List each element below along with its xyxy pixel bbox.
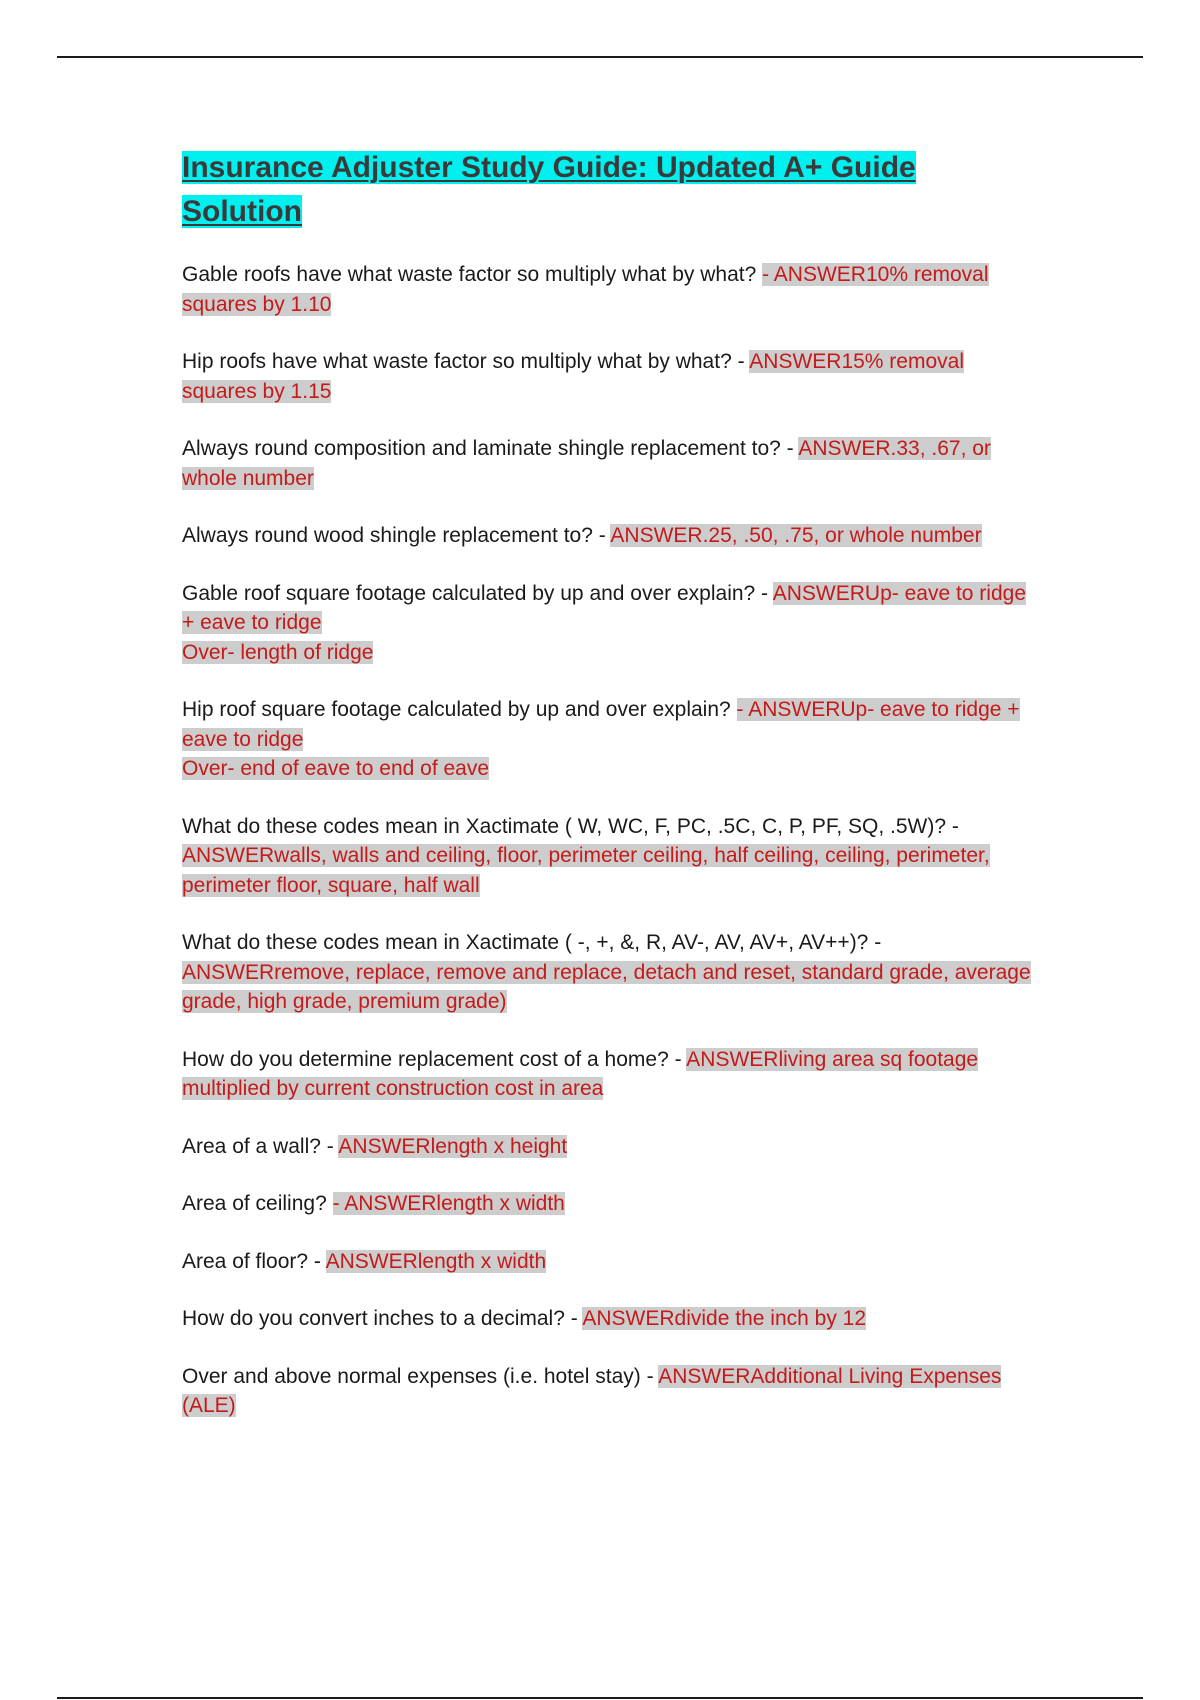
- question: What do these codes mean in Xactimate ( W, WC, F, PC, .5C, C, P, PF, SQ, .5W)? -: [182, 814, 959, 838]
- question: Always round wood shingle replacement to? -: [182, 524, 611, 547]
- qa-item: [182, 928, 1032, 1017]
- question: Area of ceiling?: [182, 1192, 333, 1215]
- question: Hip roofs have what waste factor so multiply what by what? -: [182, 350, 750, 373]
- question: Area of a wall? -: [182, 1134, 339, 1158]
- question: Gable roofs have what waste factor so multiply what by what?: [182, 263, 763, 286]
- answer: - ANSWERlength x width: [332, 1192, 565, 1215]
- answer: ANSWERdivide the inch by 12: [582, 1307, 867, 1330]
- answer: ANSWERwalls, walls and ceiling, floor, perimeter ceiling, half ceiling, ceiling, perimeter, perimeter floor, square, half wall: [182, 844, 990, 897]
- qa-item: [182, 1132, 1032, 1162]
- question: Over and above normal expenses (i.e. hotel stay) -: [182, 1364, 659, 1388]
- answer: ANSWERUp- eave to ridge + eave to ridge Over- length of ridge: [182, 581, 1026, 664]
- answer: ANSWER.25, .50, .75, or whole number: [610, 524, 982, 547]
- qa-item: [182, 260, 1032, 319]
- answer: ANSWERliving area sq footage multiplied by current construction cost in area: [182, 1047, 979, 1100]
- qa-item: [182, 434, 1032, 493]
- answer: - ANSWERUp- eave to ridge + eave to ridge Over- end of eave to end of eave: [182, 698, 1020, 780]
- question: Area of floor? -: [182, 1249, 326, 1273]
- answer: ANSWER.33, .67, or whole number: [182, 437, 991, 490]
- qa-item: [182, 812, 1032, 901]
- qa-item: [182, 521, 1032, 551]
- document-title-text: Insurance Adjuster Study Guide: Updated A+ Guide Solution: [182, 151, 916, 228]
- answer: ANSWERlength x width: [325, 1249, 547, 1273]
- document-body: [182, 146, 1032, 1449]
- qa-item: [182, 1045, 1032, 1104]
- answer: ANSWER15% removal squares by 1.15: [182, 350, 964, 403]
- top-divider: [57, 56, 1143, 58]
- document-title: [182, 146, 1032, 234]
- qa-item: [182, 1189, 1032, 1219]
- qa-item: [182, 1304, 1032, 1334]
- answer: ANSWERremove, replace, remove and replace, detach and reset, standard grade, average grade, high grade, premium grade): [182, 960, 1031, 1013]
- qa-item: [182, 1247, 1032, 1277]
- qa-item: [182, 347, 1032, 406]
- question: Always round composition and laminate shingle replacement to? -: [182, 437, 799, 460]
- answer: - ANSWER10% removal squares by 1.10: [182, 263, 989, 316]
- question: How do you convert inches to a decimal? -: [182, 1307, 583, 1330]
- answer: ANSWERlength x height: [338, 1134, 568, 1158]
- qa-item: [182, 695, 1032, 784]
- qa-item: [182, 1362, 1032, 1421]
- qa-item: [182, 579, 1032, 668]
- question: How do you determine replacement cost of a home? -: [182, 1047, 687, 1071]
- question: What do these codes mean in Xactimate ( -, +, &, R, AV-, AV, AV+, AV++)? -: [182, 931, 882, 954]
- question: Hip roof square footage calculated by up and over explain?: [182, 698, 737, 721]
- question: Gable roof square footage calculated by up and over explain? -: [182, 581, 773, 605]
- bottom-divider: [57, 1697, 1143, 1699]
- answer: ANSWERAdditional Living Expenses (ALE): [182, 1364, 1002, 1417]
